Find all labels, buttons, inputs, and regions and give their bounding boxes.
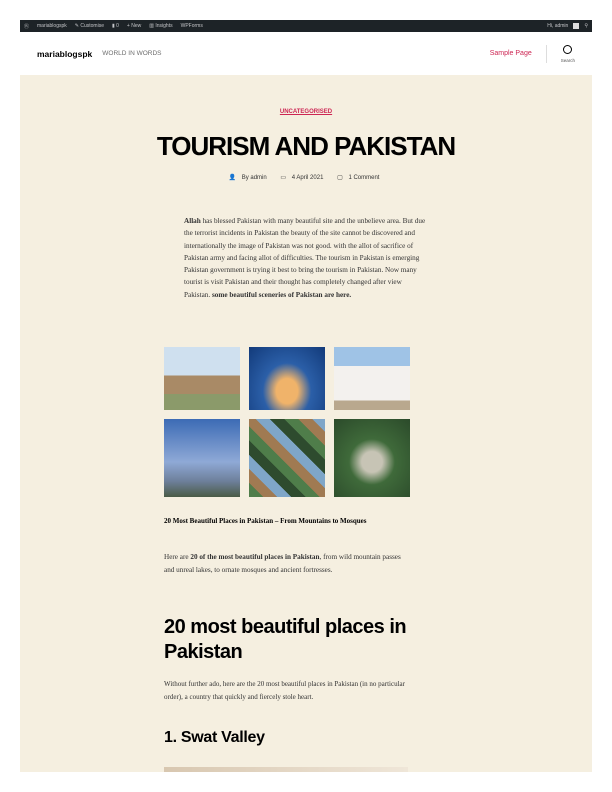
wordpress-icon[interactable]: Ⓦ bbox=[24, 23, 30, 30]
post-meta bbox=[20, 174, 592, 181]
post-category[interactable]: UNCATEGORISED bbox=[279, 109, 333, 115]
monument-image[interactable] bbox=[249, 347, 325, 410]
search-icon bbox=[563, 45, 572, 54]
site-tagline: WORLD IN WORDS bbox=[102, 50, 162, 57]
post-title: TOURISM AND PAKISTAN bbox=[156, 131, 456, 161]
paragraph: Here are 20 of the most beautiful places in Pakistan, from wild mountain passes and unreal lakes, to ornate mosques and ancient fortresses. bbox=[164, 553, 401, 574]
avatar[interactable] bbox=[573, 23, 579, 29]
divider bbox=[546, 45, 547, 63]
subheading: 20 Most Beautiful Places in Pakistan – From Mountains to Mosques bbox=[164, 517, 367, 525]
admin-account[interactable]: Hi, admin bbox=[547, 23, 569, 29]
admin-bar bbox=[20, 20, 592, 32]
author-link[interactable]: 👤 By admin bbox=[228, 175, 267, 181]
image-gallery bbox=[164, 347, 408, 497]
search-button[interactable]: Search bbox=[561, 45, 575, 63]
search-icon[interactable]: ⚲ bbox=[584, 23, 588, 29]
admin-comments-link[interactable]: ▮ 0 bbox=[111, 23, 119, 29]
comments-link[interactable]: ▢ 1 Comment bbox=[337, 175, 380, 181]
place-heading: 1. Swat Valley bbox=[164, 729, 265, 746]
admin-new-link[interactable]: + New bbox=[126, 23, 142, 29]
minar-image[interactable] bbox=[334, 419, 410, 497]
nav-sample-page[interactable]: Sample Page bbox=[489, 50, 532, 57]
date-link[interactable]: ▭ 4 April 2021 bbox=[280, 175, 324, 181]
section-heading: 20 most beautiful places in Pakistan bbox=[164, 616, 407, 663]
intro-paragraph: Allah has blessed Pakistan with many beautiful site and the unbelieve area. But due the terrorist incidents in Pakistan the beauty of the site cannot be discovered and internationally the image of Pakistan was not good. with the allot of sacrifice of Pakistan army and facing allot of difficulties. The tourism in Pakistan is emerging Pakistan government is trying it best to bring the tourism in Pakistan. Now many tourist is visit Pakistan and their thought has completely changed after view Pakistan. some beautiful sceneries of Pakistan are here. bbox=[184, 217, 426, 299]
swat-valley-image[interactable] bbox=[164, 767, 408, 772]
site-title[interactable]: mariablogspk bbox=[37, 48, 93, 59]
fort-image[interactable] bbox=[164, 347, 240, 410]
admin-site-link[interactable]: mariablogspk bbox=[37, 23, 67, 29]
collage-image[interactable] bbox=[249, 419, 325, 497]
site-header bbox=[20, 32, 592, 75]
admin-customise-link[interactable]: ✎ Customise bbox=[74, 23, 104, 29]
mausoleum-image[interactable] bbox=[334, 347, 410, 410]
admin-wpforms-link[interactable]: WPForms bbox=[180, 23, 203, 29]
admin-insights-link[interactable]: ▥ Insights bbox=[149, 23, 173, 29]
mosque-image[interactable] bbox=[164, 419, 240, 497]
paragraph: Without further ado, here are the 20 most beautiful places in Pakistan (in no particular order), a country that quickly and fiercely stole heart. bbox=[164, 680, 405, 701]
